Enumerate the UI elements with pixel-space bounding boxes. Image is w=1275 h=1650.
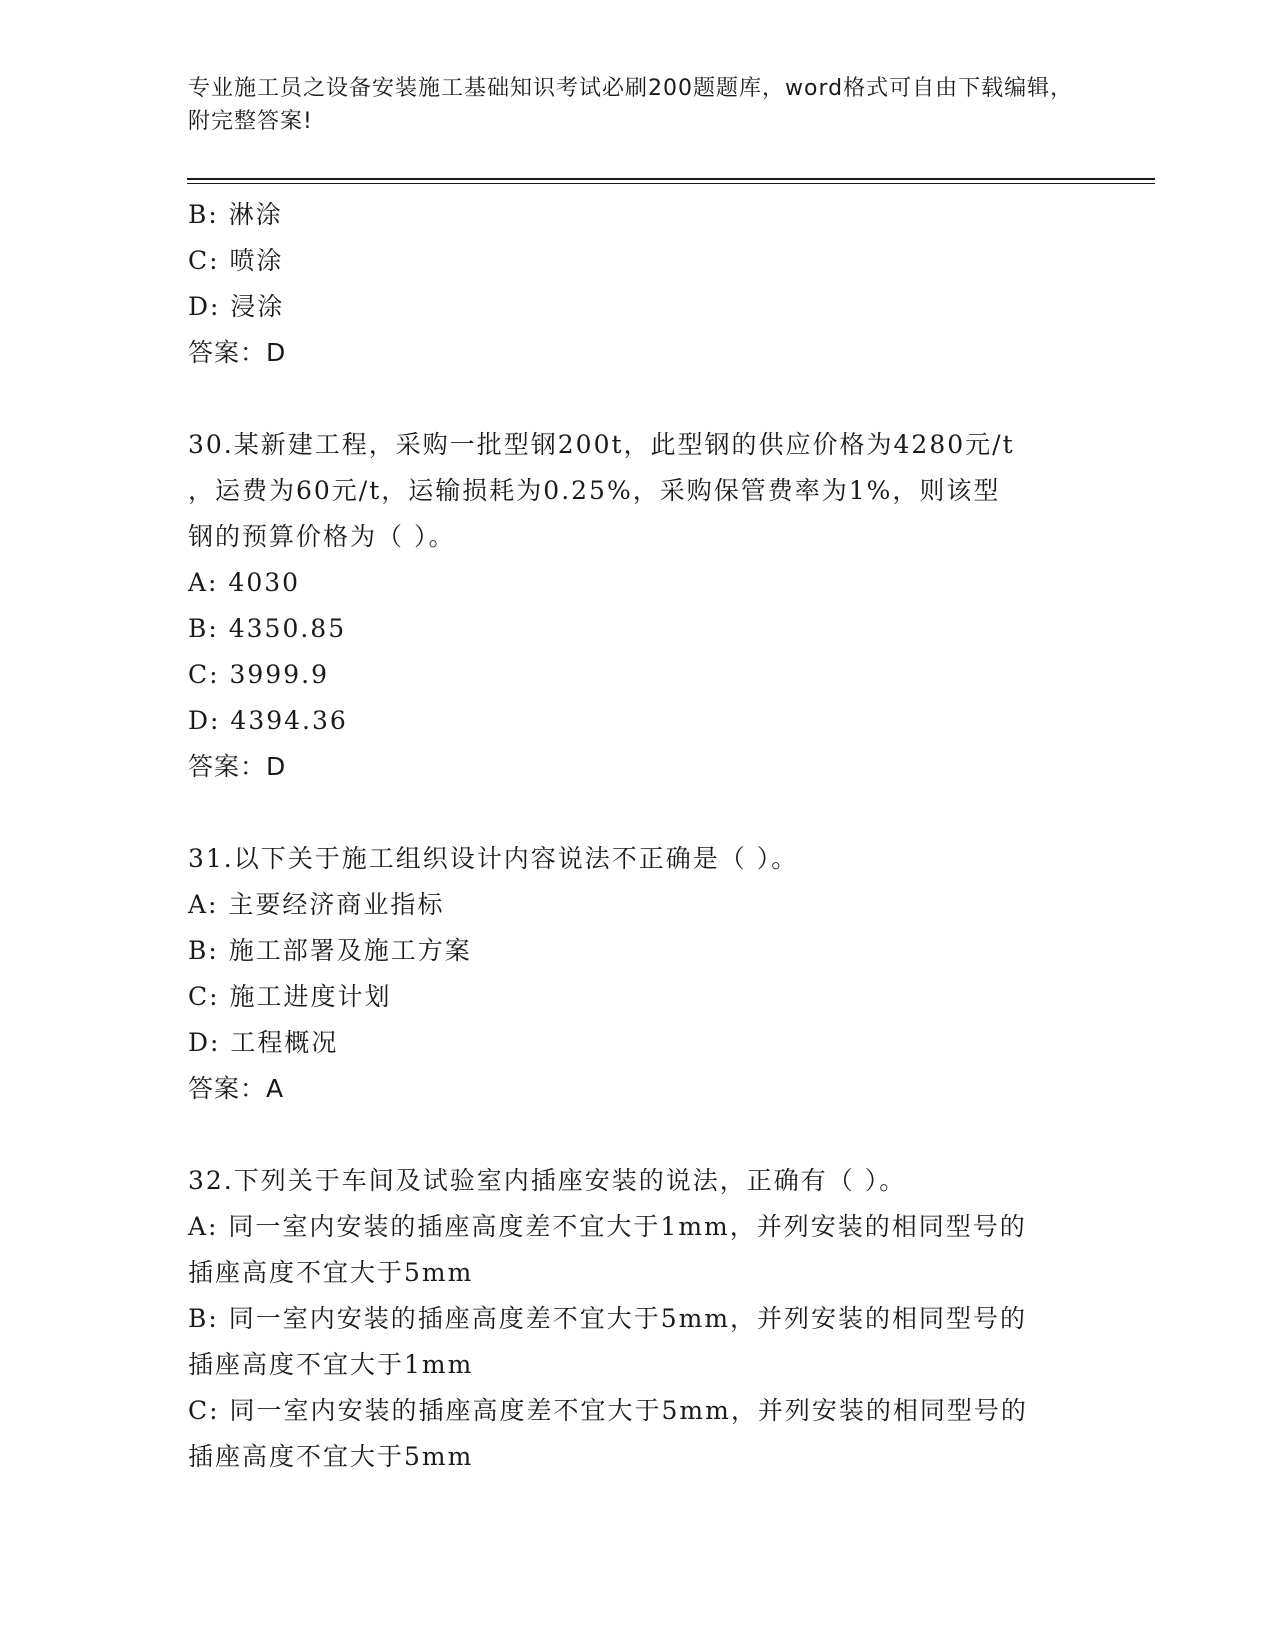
question-stem-line: 32.下列关于车间及试验室内插座安装的说法，正确有（ ）。 [188, 1166, 907, 1195]
option-b: B: 淋涂 [188, 200, 283, 229]
question-32 [188, 1158, 1068, 1480]
option-c: C: 3999.9 [188, 660, 329, 689]
spacer [188, 1112, 1068, 1158]
header-rule-thin [187, 183, 1155, 184]
option-b-continued: 插座高度不宜大于1mm [188, 1350, 474, 1379]
question-stem-line: ，运费为60元/t，运输损耗为0.25%，采购保管费率为1%，则该型 [188, 476, 1001, 505]
option-d: D: 4394.36 [188, 706, 348, 735]
option-b: B: 施工部署及施工方案 [188, 936, 472, 965]
question-31 [188, 836, 1068, 1112]
option-c: C: 喷涂 [188, 246, 284, 275]
option-b: B: 同一室内安装的插座高度差不宜大于5mm，并列安装的相同型号的 [188, 1304, 1028, 1333]
option-a: A: 同一室内安装的插座高度差不宜大于1mm，并列安装的相同型号的 [188, 1212, 1027, 1241]
question-stem-line: 31.以下关于施工组织设计内容说法不正确是（ ）。 [188, 844, 799, 873]
header-rule-thick [187, 178, 1155, 180]
option-a-continued: 插座高度不宜大于5mm [188, 1258, 474, 1287]
answer-line: 答案：D [188, 338, 287, 367]
document-header: 专业施工员之设备安装施工基础知识考试必刷200题题库，word格式可自由下载编辑，附完整答案! [188, 76, 1074, 134]
spacer [188, 790, 1068, 836]
document-body [188, 192, 1068, 1480]
option-a: A: 主要经济商业指标 [188, 890, 445, 919]
option-d: D: 工程概况 [188, 1028, 339, 1057]
option-c-continued: 插座高度不宜大于5mm [188, 1442, 474, 1471]
spacer [188, 376, 1068, 422]
option-c: C: 施工进度计划 [188, 982, 392, 1011]
question-stem-line: 钢的预算价格为（ ）。 [188, 522, 456, 551]
answer-line: 答案：D [188, 752, 287, 781]
option-a: A: 4030 [188, 568, 301, 597]
option-c: C: 同一室内安装的插座高度差不宜大于5mm，并列安装的相同型号的 [188, 1396, 1028, 1425]
continued-question [188, 192, 1068, 376]
option-d: D: 浸涂 [188, 292, 285, 321]
option-b: B: 4350.85 [188, 614, 347, 643]
answer-line: 答案：A [188, 1074, 285, 1103]
question-stem-line: 30.某新建工程，采购一批型钢200t，此型钢的供应价格为4280元/t [188, 430, 1015, 459]
question-30 [188, 422, 1068, 790]
